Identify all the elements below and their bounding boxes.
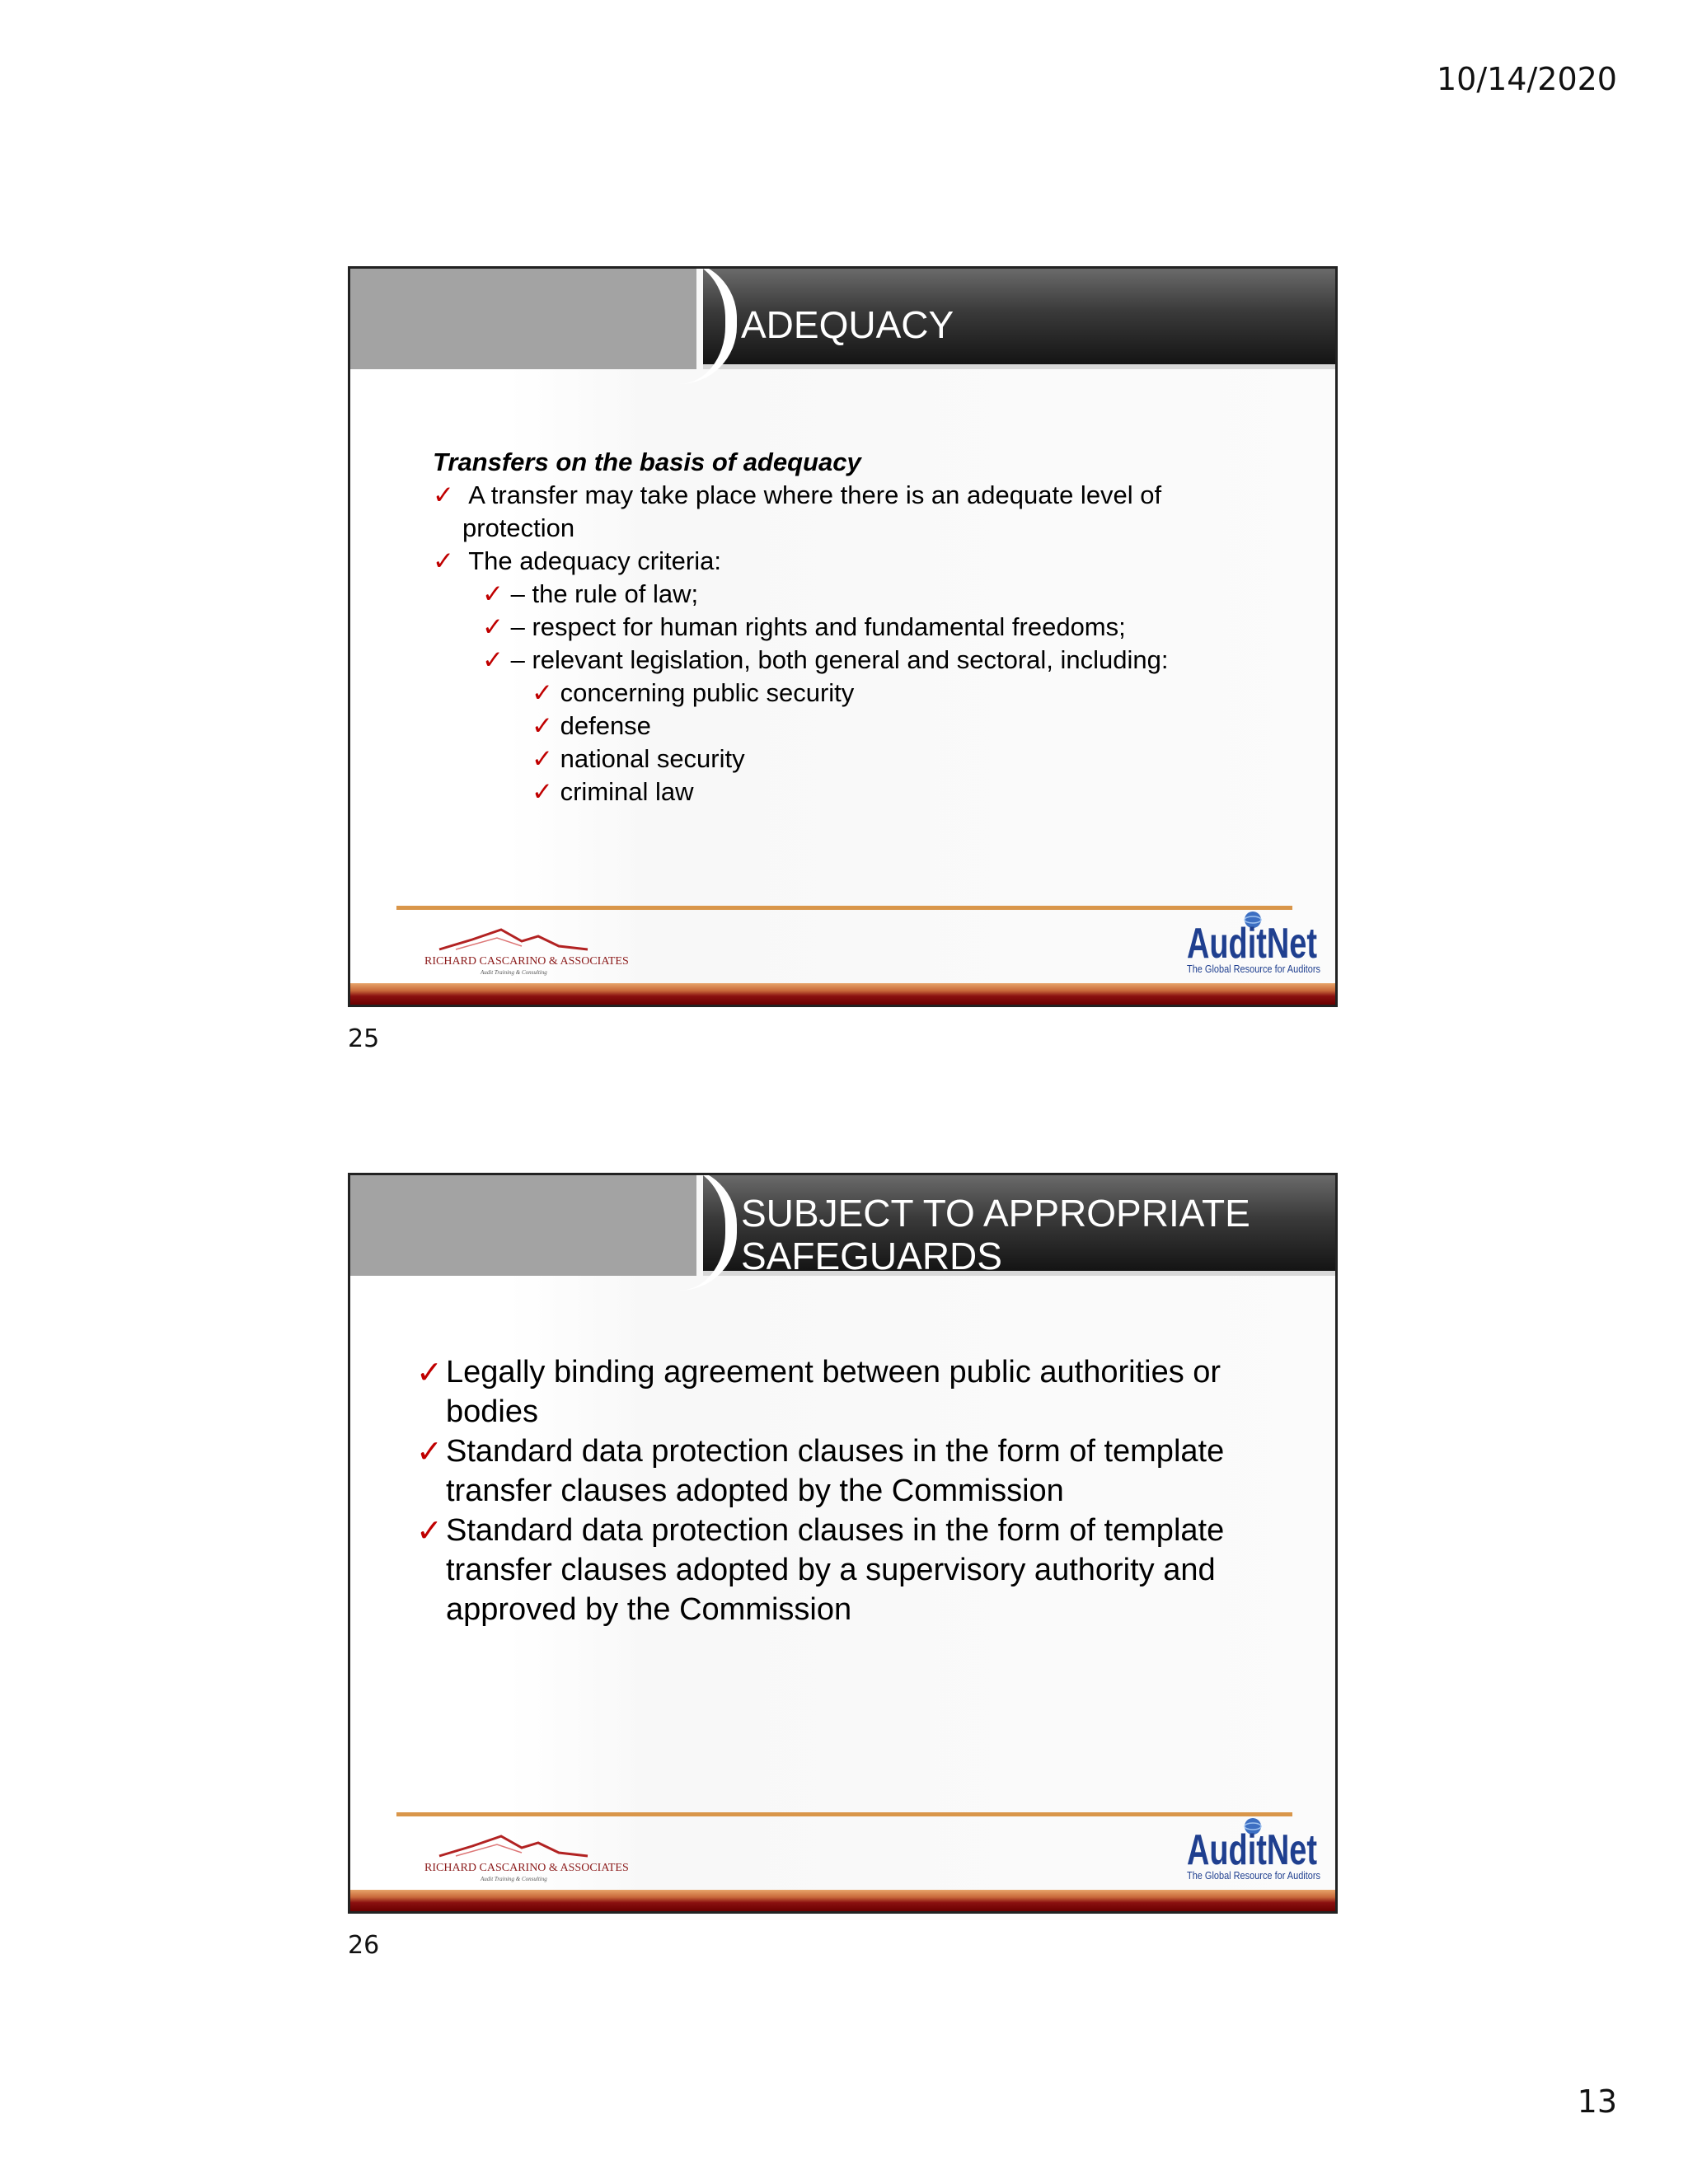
list-item bbox=[416, 1511, 1282, 1629]
check-icon: ✓ bbox=[532, 777, 553, 807]
page-number: 13 bbox=[1577, 2083, 1617, 2120]
bullet-text: transfer clauses adopted by a supervisory authority and bbox=[446, 1553, 1216, 1587]
rca-logo bbox=[423, 1828, 637, 1886]
auditnet-logo-tagline: The Global Resource for Auditors bbox=[1187, 1869, 1321, 1882]
bullet-text: criminal law bbox=[560, 777, 694, 806]
rca-logo-name: RICHARD CASCARINO & ASSOCIATES bbox=[424, 1862, 629, 1874]
footer-band bbox=[350, 983, 1335, 1005]
check-icon: ✓ bbox=[416, 1354, 443, 1390]
bullet-text: Standard data protection clauses in the form of template bbox=[446, 1434, 1225, 1469]
list-item bbox=[416, 1432, 1282, 1511]
check-icon: ✓ bbox=[532, 711, 553, 741]
check-icon: ✓ bbox=[416, 1512, 443, 1549]
bullet-text: national security bbox=[560, 744, 745, 773]
bullet-text: Legally binding agreement between public authorities or bbox=[446, 1355, 1221, 1390]
bullet-text: A transfer may take place where there is an adequate level of bbox=[468, 480, 1162, 509]
slide-number: 26 bbox=[348, 1931, 380, 1960]
slide-title-line1: SUBJECT TO APPROPRIATE bbox=[741, 1192, 1250, 1235]
bullet-text: approved by the Commission bbox=[446, 1592, 852, 1627]
bullet-text: concerning public security bbox=[560, 678, 855, 707]
slide-title-bar bbox=[350, 269, 1335, 369]
check-icon: ✓ bbox=[482, 645, 504, 675]
slide-body bbox=[433, 446, 1257, 808]
rca-logo-tagline: Audit Training & Consulting bbox=[481, 1876, 547, 1882]
list-item bbox=[416, 1352, 1282, 1432]
check-icon: ✓ bbox=[532, 744, 553, 774]
footer-accent-line bbox=[396, 1812, 1292, 1816]
check-icon: ✓ bbox=[532, 678, 553, 708]
auditnet-logo bbox=[1184, 908, 1324, 976]
slide-title-bar bbox=[350, 1175, 1335, 1276]
auditnet-logo-tagline: The Global Resource for Auditors bbox=[1187, 963, 1321, 975]
rca-logo-tagline: Audit Training & Consulting bbox=[481, 969, 547, 976]
footer-band bbox=[350, 1890, 1335, 1911]
check-icon: ✓ bbox=[416, 1433, 443, 1469]
slide-number: 25 bbox=[348, 1024, 380, 1053]
slide-26 bbox=[348, 1173, 1338, 1914]
slide-body bbox=[416, 1352, 1282, 1629]
check-icon: ✓ bbox=[482, 612, 504, 642]
bullet-text: transfer clauses adopted by the Commission bbox=[446, 1474, 1064, 1508]
check-icon: ✓ bbox=[433, 480, 454, 510]
bullet-text: – respect for human rights and fundamental freedoms; bbox=[510, 612, 1126, 641]
slide-title bbox=[741, 1192, 1250, 1277]
bullet-text: – the rule of law; bbox=[510, 579, 699, 608]
bullet-text: bodies bbox=[446, 1394, 538, 1429]
slide-title-line2: SAFEGUARDS bbox=[741, 1235, 1002, 1277]
bullet-text: – relevant legislation, both general and sectoral, including: bbox=[510, 645, 1169, 674]
rca-logo bbox=[423, 921, 637, 979]
slide-subtitle: Transfers on the basis of adequacy bbox=[433, 448, 861, 476]
title-grey-block bbox=[350, 269, 696, 369]
bullet-text: protection bbox=[462, 513, 575, 542]
rca-logo-name: RICHARD CASCARINO & ASSOCIATES bbox=[424, 955, 629, 968]
slide-title: ADEQUACY bbox=[741, 303, 954, 346]
auditnet-logo bbox=[1184, 1815, 1324, 1882]
check-icon: ✓ bbox=[482, 579, 504, 609]
check-icon: ✓ bbox=[433, 546, 454, 576]
bullet-text: defense bbox=[560, 711, 651, 740]
auditnet-logo-name: AuditNet bbox=[1187, 920, 1317, 968]
footer-accent-line bbox=[396, 906, 1292, 910]
slide-25 bbox=[348, 266, 1338, 1007]
bullet-text: The adequacy criteria: bbox=[468, 546, 721, 575]
auditnet-logo-name: AuditNet bbox=[1187, 1826, 1317, 1874]
title-grey-block bbox=[350, 1175, 696, 1276]
bullet-text: Standard data protection clauses in the form of template bbox=[446, 1513, 1225, 1548]
header-date: 10/14/2020 bbox=[1436, 61, 1617, 97]
